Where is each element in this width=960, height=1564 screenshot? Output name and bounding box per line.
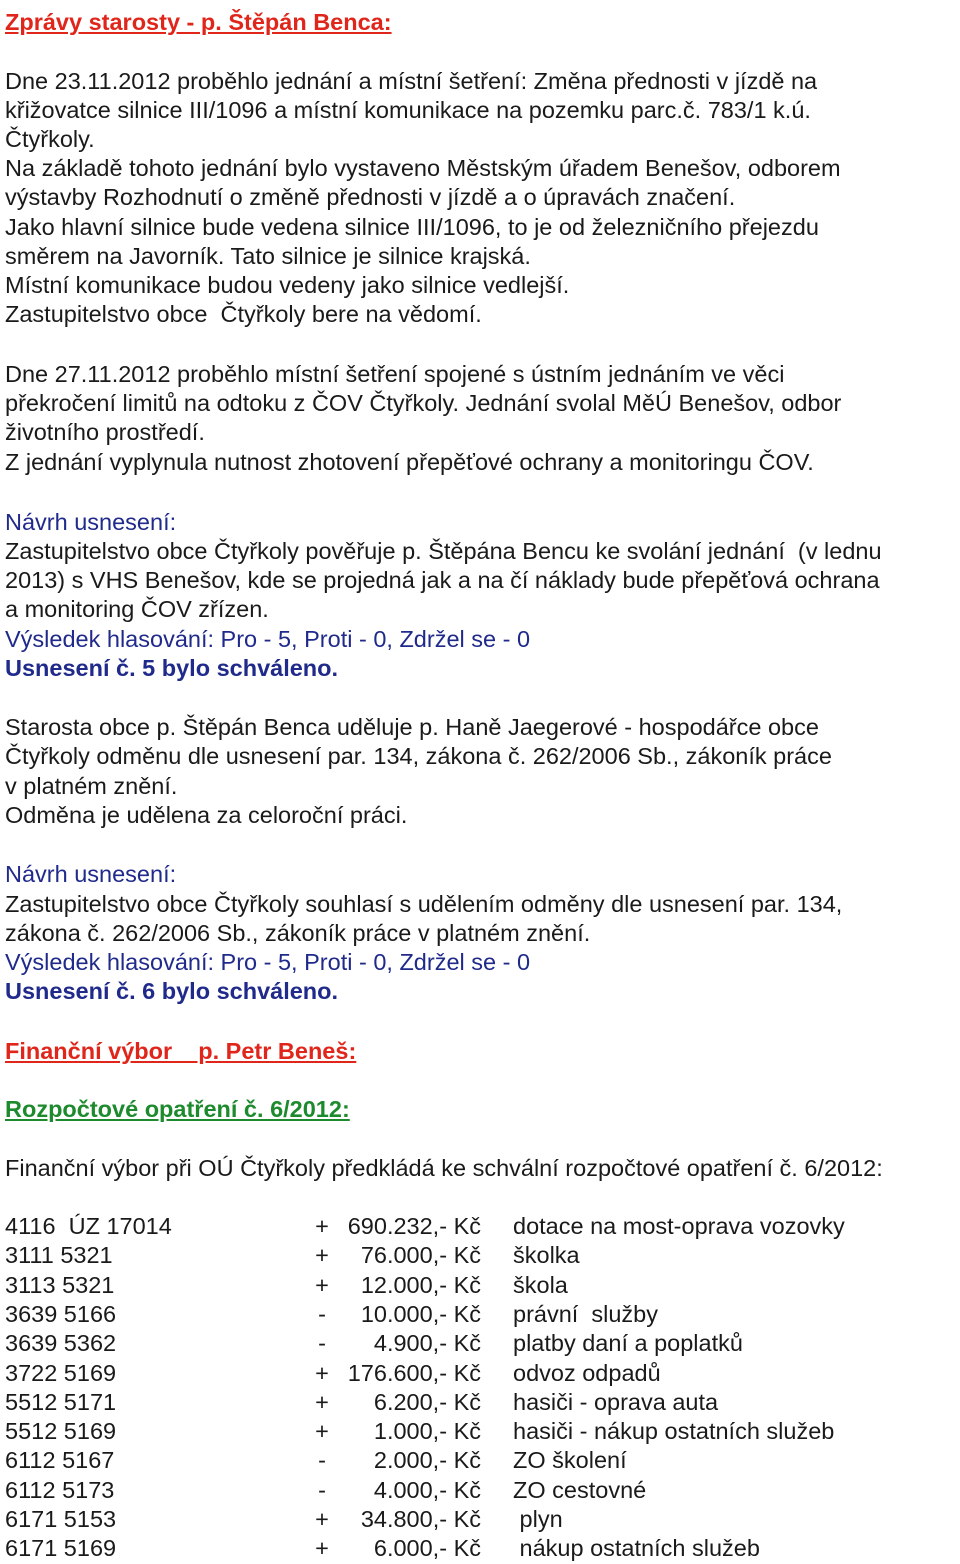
navrh-label: Návrh usnesení: xyxy=(5,861,177,887)
table-row xyxy=(5,1446,955,1475)
resolution-approved: Usnesení č. 6 bylo schváleno. xyxy=(5,978,339,1004)
text-line: Zastupitelstvo obce Čtyřkoly bere na vědomí. xyxy=(5,301,482,327)
item-description: platby daní a poplatků xyxy=(513,1330,743,1357)
account-code: 3639 5362 xyxy=(5,1330,117,1357)
vote-result: Výsledek hlasování: Pro - 5, Proti - 0, Zdržel se - 0 xyxy=(5,949,531,975)
text-line: Odměna je udělena za celoroční práci. xyxy=(5,802,408,828)
amount-sign: + xyxy=(315,1213,329,1239)
amount-sign: - xyxy=(318,1330,326,1357)
account-code: 3111 5321 xyxy=(5,1242,113,1269)
text-line: křižovatce silnice III/1096 a místní komunikace na pozemku parc.č. 783/1 k.ú. xyxy=(5,97,811,123)
account-code: 3722 5169 xyxy=(5,1359,117,1386)
item-description: ZO školení xyxy=(513,1447,627,1474)
vote-result: Výsledek hlasování: Pro - 5, Proti - 0, Zdržel se - 0 xyxy=(5,626,531,652)
text-line: Starosta obce p. Štěpán Benca uděluje p. Haně Jaegerové - hospodářce obce xyxy=(5,714,819,740)
amount-value: 4.000,- Kč xyxy=(373,1476,481,1503)
table-row xyxy=(5,1212,955,1241)
table-row xyxy=(5,1388,955,1417)
item-description: plyn xyxy=(513,1506,563,1532)
text-line: Místní komunikace budou vedeny jako silnice vedlejší. xyxy=(5,272,570,298)
text-line: 2013) s VHS Benešov, kde se projedná jak a na čí náklady bude přepěťová ochrana xyxy=(5,567,880,593)
amount-value: 1.000,- Kč xyxy=(373,1418,481,1445)
item-description: právní služby xyxy=(513,1300,658,1327)
financni-intro: Finanční výbor při OÚ Čtyřkoly předkládá ke schvální rozpočtové opatření č. 6/2012: xyxy=(5,1155,883,1181)
item-description: nákup ostatních služeb xyxy=(513,1535,760,1562)
text-line: směrem na Javorník. Tato silnice je silnice krajská. xyxy=(5,243,531,269)
account-code: 6112 5173 xyxy=(5,1476,115,1503)
amount-sign: + xyxy=(315,1359,329,1386)
amount-value: 10.000,- Kč xyxy=(360,1300,481,1327)
item-description: dotace na most-oprava vozovky xyxy=(513,1213,845,1239)
amount-sign: + xyxy=(315,1242,329,1269)
account-code: 4116 ÚZ 17014 xyxy=(5,1213,172,1239)
item-description: odvoz odpadů xyxy=(513,1359,661,1386)
table-row xyxy=(5,1300,955,1329)
amount-value: 4.900,- Kč xyxy=(373,1330,481,1357)
amount-sign: + xyxy=(315,1418,329,1445)
table-row xyxy=(5,1241,955,1270)
item-description: hasiči - nákup ostatních služeb xyxy=(513,1418,835,1445)
resolution-approved: Usnesení č. 5 bylo schváleno. xyxy=(5,655,339,681)
text-line: Dne 23.11.2012 proběhlo jednání a místní šetření: Změna přednosti v jízdě na xyxy=(5,68,818,94)
table-row xyxy=(5,1505,955,1534)
text-line: v platném znění. xyxy=(5,773,178,799)
amount-value: 2.000,- Kč xyxy=(373,1447,481,1474)
table-row xyxy=(5,1534,955,1563)
text-line: životního prostředí. xyxy=(5,419,205,445)
amount-sign: + xyxy=(315,1271,329,1298)
amount-sign: + xyxy=(315,1506,329,1532)
item-description: hasiči - oprava auta xyxy=(513,1388,719,1415)
text-line: výstavby Rozhodnutí o změně přednosti v jízdě a o úpravách značení. xyxy=(5,184,736,210)
item-description: škola xyxy=(513,1271,568,1298)
text-line: Čtyřkoly. xyxy=(5,126,95,152)
text-line: Na základě tohoto jednání bylo vystaveno Městským úřadem Benešov, odborem xyxy=(5,155,841,181)
amount-value: 6.000,- Kč xyxy=(373,1535,481,1562)
amount-sign: - xyxy=(318,1476,326,1503)
text-line: Čtyřkoly odměnu dle usnesení par. 134, zákona č. 262/2006 Sb., zákoník práce xyxy=(5,743,832,769)
account-code: 6112 5167 xyxy=(5,1447,115,1474)
amount-value: 12.000,- Kč xyxy=(360,1271,481,1298)
amount-sign: + xyxy=(315,1388,329,1415)
rozpoctove-heading: Rozpočtové opatření č. 6/2012: xyxy=(5,1096,350,1122)
account-code: 6171 5169 xyxy=(5,1535,117,1562)
account-code: 6171 5153 xyxy=(5,1506,117,1532)
table-row xyxy=(5,1329,955,1358)
amount-sign: - xyxy=(318,1447,326,1474)
financni-heading: Finanční výbor p. Petr Beneš: xyxy=(5,1038,357,1064)
account-code: 3639 5166 xyxy=(5,1300,117,1327)
text-line: překročení limitů na odtoku z ČOV Čtyřkoly. Jednání svolal MěÚ Benešov, odbor xyxy=(5,390,842,416)
text-line: Jako hlavní silnice bude vedena silnice III/1096, to je od železničního přejezdu xyxy=(5,214,819,240)
item-description: školka xyxy=(513,1242,580,1269)
amount-sign: - xyxy=(318,1300,326,1327)
table-row xyxy=(5,1359,955,1388)
navrh-label: Návrh usnesení: xyxy=(5,509,177,535)
account-code: 5512 5169 xyxy=(5,1418,117,1445)
account-code: 3113 5321 xyxy=(5,1271,115,1298)
table-row xyxy=(5,1417,955,1446)
amount-value: 76.000,- Kč xyxy=(360,1242,481,1269)
table-row xyxy=(5,1476,955,1505)
starosta-heading: Zprávy starosty - p. Štěpán Benca: xyxy=(5,9,392,35)
text-line: a monitoring ČOV zřízen. xyxy=(5,596,269,622)
amount-value: 690.232,- Kč xyxy=(347,1213,481,1239)
table-row xyxy=(5,1271,955,1300)
item-description: ZO cestovné xyxy=(513,1476,647,1503)
text-line: Zastupitelstvo obce Čtyřkoly pověřuje p. Štěpána Bencu ke svolání jednání (v lednu xyxy=(5,538,882,564)
text-line: Dne 27.11.2012 proběhlo místní šetření spojené s ústním jednáním ve věci xyxy=(5,361,785,387)
text-line: zákona č. 262/2006 Sb., zákoník práce v platném znění. xyxy=(5,920,591,946)
account-code: 5512 5171 xyxy=(5,1388,117,1415)
amount-sign: + xyxy=(315,1535,329,1562)
amount-value: 6.200,- Kč xyxy=(373,1388,481,1415)
text-line: Z jednání vyplynula nutnost zhotovení přepěťové ochrany a monitoringu ČOV. xyxy=(5,449,814,475)
amount-value: 176.600,- Kč xyxy=(347,1359,481,1386)
amount-value: 34.800,- Kč xyxy=(360,1506,481,1532)
text-line: Zastupitelstvo obce Čtyřkoly souhlasí s udělením odměny dle usnesení par. 134, xyxy=(5,891,843,917)
